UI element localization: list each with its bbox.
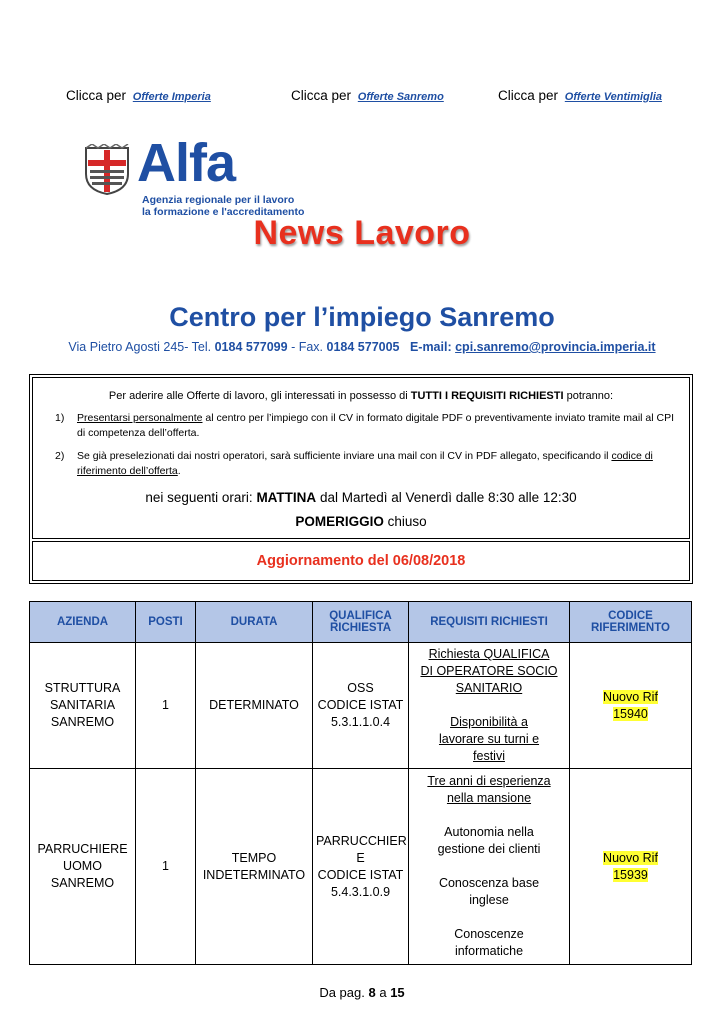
header-requisiti: REQUISITI RICHIESTI xyxy=(409,602,570,643)
requisito-line: gestione dei clienti xyxy=(437,842,541,856)
qualifica-line: PARRUCCHIER xyxy=(316,833,407,848)
codice-label: Nuovo Rif xyxy=(603,689,658,704)
top-link-prefix: Clicca per xyxy=(291,88,352,103)
qualifica-line: CODICE ISTAT xyxy=(317,698,404,712)
info-box xyxy=(29,374,693,584)
instructions-intro xyxy=(33,390,689,402)
qualifica-line: E xyxy=(356,850,365,865)
centro-title: Centro per l’impiego Sanremo xyxy=(169,302,555,332)
address-tel: 0184 577099 xyxy=(214,340,288,354)
footer-total-pages: 15 xyxy=(390,985,405,1000)
intro-bold: TUTTI I REQUISITI RICHIESTI xyxy=(410,390,564,402)
requisito-line: inglese xyxy=(469,893,509,907)
cell-requisiti xyxy=(409,643,570,769)
afternoon-bold: POMERIGGIO xyxy=(295,514,384,529)
cell-requisiti xyxy=(409,769,570,965)
footer-pre: Da pag. xyxy=(319,985,365,1000)
page-footer xyxy=(0,985,724,1000)
azienda-line: SANREMO xyxy=(50,715,115,729)
item1-rest: al centro per l’impiego con il CV in formato digitale PDF o preventivamente inviato tramite mail al CPI di competenza dell’offerta. xyxy=(77,412,675,439)
durata-line: TEMPO xyxy=(231,850,277,865)
address-fax-label: - Fax. xyxy=(291,340,324,354)
afternoon-post: chiuso xyxy=(387,514,427,529)
top-links xyxy=(0,88,724,108)
azienda-line: STRUTTURA xyxy=(44,681,121,695)
azienda-line: PARRUCHIERE xyxy=(37,842,128,856)
requisito-line: Tre anni di esperienza xyxy=(427,774,551,788)
address-street: Via Pietro Agosti 245- Tel. xyxy=(68,340,212,354)
intro-text: Per aderire alle Offerte di lavoro, gli interessati in possesso di xyxy=(108,390,408,402)
requisito-line: SANITARIO xyxy=(455,681,523,695)
requisito-line: Conoscenza base xyxy=(438,876,540,890)
address-email-label: E-mail: xyxy=(409,340,452,354)
cell-codice xyxy=(570,769,692,965)
update-panel xyxy=(32,541,690,581)
hours-post: dal Martedì al Venerdì dalle 8:30 alle 12:30 xyxy=(319,490,577,505)
alfa-logo xyxy=(82,133,305,220)
codice-number: 15940 xyxy=(613,706,648,721)
afternoon-hours xyxy=(33,514,689,529)
qualifica-line: 5.4.3.1.0.9 xyxy=(330,884,391,899)
durata-line: INDETERMINATO xyxy=(202,867,306,882)
header-durata: DURATA xyxy=(196,602,313,643)
requisito-line: Disponibilità a xyxy=(450,715,528,729)
requisito-line: nella mansione xyxy=(446,791,532,805)
logo-line-1: Agenzia regionale per il lavoro xyxy=(142,194,295,206)
footer-mid: a xyxy=(379,985,387,1000)
item-number: 1) xyxy=(55,412,65,424)
table-header-row xyxy=(30,602,692,643)
item2-post: . xyxy=(177,465,181,477)
item-text xyxy=(77,411,681,441)
cell-durata xyxy=(196,643,313,769)
qualifica-line: 5.3.1.1.0.4 xyxy=(330,715,391,729)
spacer xyxy=(412,697,566,714)
logo-line-2: la formazione e l'accreditamento xyxy=(142,206,305,218)
spacer xyxy=(412,807,566,824)
top-link-ventimiglia xyxy=(498,88,662,103)
hours-pre: nei seguenti orari: xyxy=(145,490,253,505)
cell-azienda xyxy=(30,769,136,965)
table-row xyxy=(30,643,692,769)
item-text xyxy=(77,449,681,479)
offerte-imperia-link[interactable]: Offerte Imperia xyxy=(132,91,211,103)
instructions-panel xyxy=(32,377,690,539)
requisito-line: Richiesta QUALIFICA xyxy=(428,647,550,661)
cell-qualifica xyxy=(313,643,409,769)
item2-pre: Se già preselezionati dai nostri operatori, sarà sufficiente inviare una mail con il CV in PDF allegato, specificando il xyxy=(77,450,609,462)
hours-bold: MATTINA xyxy=(256,490,317,505)
address-fax: 0184 577005 xyxy=(326,340,400,354)
header-qualifica: QUALIFICA RICHIESTA xyxy=(313,602,409,643)
requisito-line: informatiche xyxy=(454,944,524,958)
requisito-line: festivi xyxy=(473,749,505,763)
top-link-sanremo xyxy=(291,88,444,103)
news-lavoro-title: News Lavoro xyxy=(253,214,471,252)
azienda-line: SANREMO xyxy=(50,876,115,890)
offerte-sanremo-link[interactable]: Offerte Sanremo xyxy=(357,91,444,103)
spacer xyxy=(412,909,566,926)
cell-posti: 1 xyxy=(136,643,196,769)
item1-underlined: Presentarsi personalmente xyxy=(77,412,203,424)
offerte-ventimiglia-link[interactable]: Offerte Ventimiglia xyxy=(564,91,662,103)
cell-posti: 1 xyxy=(136,769,196,965)
job-offers-table xyxy=(29,601,692,965)
address-line xyxy=(0,340,724,354)
cell-durata xyxy=(196,769,313,965)
cell-azienda xyxy=(30,643,136,769)
header-posti: POSTI xyxy=(136,602,196,643)
logo-word: Alfa xyxy=(137,133,236,193)
qualifica-line: CODICE ISTAT xyxy=(317,867,404,882)
qualifica-line: OSS xyxy=(347,681,374,695)
liguria-shield-icon xyxy=(82,144,132,196)
footer-page-number: 8 xyxy=(368,985,376,1000)
item2-underlined: codice di riferimento dell’offerta xyxy=(77,450,653,477)
requisito-line: Autonomia nella xyxy=(444,825,534,839)
codice-label: Nuovo Rif xyxy=(603,850,658,865)
top-link-prefix: Clicca per xyxy=(498,88,559,103)
azienda-line: SANITARIA xyxy=(49,698,116,712)
requisito-line: lavorare su turni e xyxy=(438,732,540,746)
header-codice: CODICE RIFERIMENTO xyxy=(570,602,692,643)
top-link-imperia xyxy=(66,88,211,103)
morning-hours xyxy=(33,490,689,505)
azienda-line: UOMO xyxy=(63,859,102,873)
requisito-line: DI OPERATORE SOCIO xyxy=(420,664,558,678)
email-link[interactable]: cpi.sanremo@provincia.imperia.it xyxy=(455,340,656,354)
codice-number: 15939 xyxy=(613,867,648,882)
header-azienda: AZIENDA xyxy=(30,602,136,643)
cell-codice xyxy=(570,643,692,769)
top-link-prefix: Clicca per xyxy=(66,88,127,103)
requisito-line: Conoscenze xyxy=(454,927,524,941)
durata-line: DETERMINATO xyxy=(209,698,299,712)
spacer xyxy=(412,858,566,875)
cell-qualifica xyxy=(313,769,409,965)
update-date: Aggiornamento del 06/08/2018 xyxy=(256,553,466,569)
table-row xyxy=(30,769,692,965)
item-number: 2) xyxy=(55,450,65,462)
intro-post: potranno: xyxy=(566,390,614,402)
